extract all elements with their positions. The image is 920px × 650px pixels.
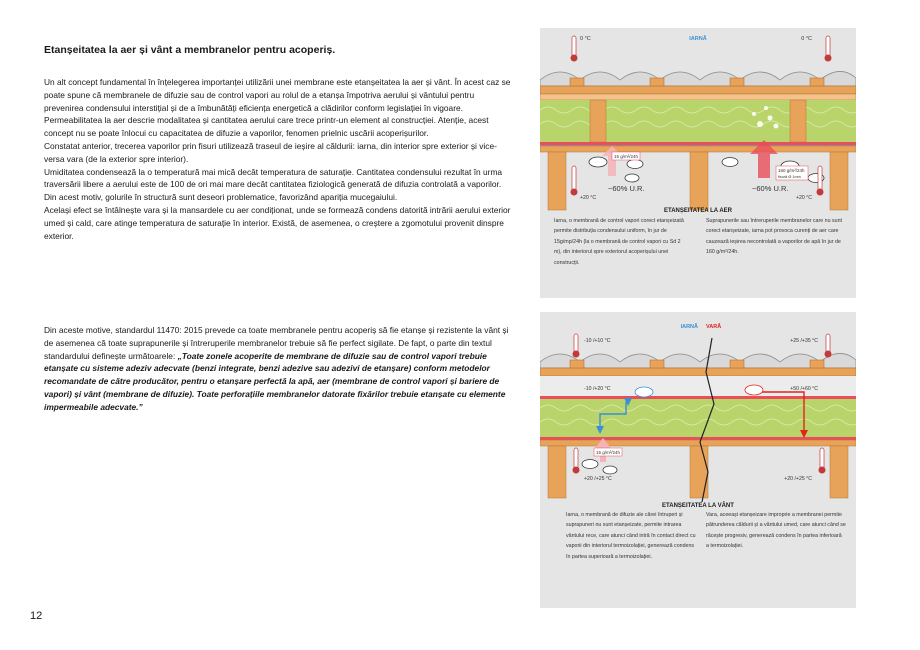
temp-left-bottom: +20 °C — [580, 195, 597, 201]
season-winter: IARNĂ — [680, 324, 698, 330]
flow-left: 15 g/m²/24h — [596, 450, 621, 455]
insulation-layer — [540, 100, 856, 142]
vapor-control-membrane — [540, 142, 856, 146]
roof-tiles — [540, 71, 856, 86]
temp-right-bottom: +20 °C — [795, 195, 812, 201]
flow-left: 15 g/m²/24h — [614, 154, 639, 159]
wind-tightness-figure — [540, 312, 856, 608]
standard-quote: „Toate zonele acoperite de membrane de difuzie sau de control vapori trebuie etanșate cu sisteme adeziv adecvate (benzi integrate, benzi adezive sau adezivi de etanșare) conform metodelor recomandate de către producător, pentru o etanșare perfectă la apă, aer (membrane de control vapori și bariere de vapori) și vânt (membrane de difuzie). Toate perforațiile membranelor datorate fixărilor trebuie etanșate cu elemente impermeabile adecvate.” — [44, 350, 506, 412]
temp-right-mid: +50 /+60 °C — [790, 386, 818, 392]
temp-right-top: +25 /+35 °C — [790, 338, 818, 344]
standard-intro: Din aceste motive, standardul 11470: 2015 prevede ca toate membranele pentru acoperiș să fie etanșe și rezistente la vânt și de asemenea că toate suprapunerile și întreruperile membranelor trebuie să fie perfect sigilate. De fapt, o parte din textul standardului definește următoarele: — [44, 325, 509, 361]
temp-left-top: 0 °C — [580, 36, 591, 42]
paragraph: Un alt concept fundamental în înțelegerea importanței utilizării unei membrane este etanșeitatea la aer și vânt. În acest caz se poate spune că membranele de difuzie sau de control vapori au rolul de a etanșa împotriva aerului și vântului pentru prevenirea condensului interstițial și de a îmbunătăți eficiența energetică a clădirilor conform legislației în vigoare. — [44, 77, 511, 113]
flow-right-note: fisură Ø 1mm — [778, 175, 801, 179]
vapor-membrane — [540, 437, 856, 440]
paragraph: Permeabilitatea la aer descrie modalitatea și cantitatea aerului care trece printr-un element al construcției. Atenție, acest concept nu se poate înlocui cu capacitatea de difuzie a vaporilor, fenomen prielnic uscării acoperișurilor. — [44, 115, 489, 139]
caption-left: Iarna, o membrană de control vapori corect etanșeizată permite distribuția condensului uniform, în jur de 15g/mp/24h (la o membrană de control vapori cu Sd 2 m), din interiorul spre exteriorul acoperișului unei construcții. — [554, 218, 684, 266]
temp-right-bottom: +20 /+25 °C — [784, 476, 812, 482]
roof-board — [540, 94, 856, 100]
caption-right: Vara, aceeași etanșeizare improprie a membranei permite pătrunderea căldurii și a vântului umed, care atunci când se răcește progresiv, generează condens în partea inferioară a termoizolației. — [706, 512, 846, 550]
flow-right: 160 g/m²/24h — [778, 168, 805, 173]
caption-left: Iarna, o membrană de difuzie ale cărei întruperi și suprapuneri nu sunt etanșeizate, permite intrarea vântului rece, care atunci când intră în contact direct cu vaporii din interiorul termoizolației, generează condens în partea superioară a termoizolației. — [566, 512, 696, 560]
humidity-left: ~60% U.R. — [608, 184, 645, 193]
text-block-standard — [44, 324, 512, 414]
temp-left-top: -10 /+10 °C — [584, 338, 611, 344]
air-tightness-figure — [540, 28, 856, 298]
insulation-layer — [540, 399, 856, 437]
diffusion-membrane — [540, 396, 856, 399]
temp-left-bottom: +20 /+25 °C — [584, 476, 612, 482]
wind-tightness-diagram — [540, 312, 856, 502]
temp-left-mid: -10 /+20 °C — [584, 386, 611, 392]
paragraph: Același efect se întâlnește vara și la mansardele cu aer condiționat, unde se formează condens datorită intrării aerului exterior umed și cald, care atinge temperatura de saturație în interior. Există, de asemenea, o creștere a zgomotului provenit dinspre exterior. — [44, 204, 511, 241]
paragraph: Din acest motiv, golurile în structură sunt deseori problematice, favorizând apariția mucegaiului. — [44, 192, 398, 203]
paragraph: Umiditatea condensează la o temperatură mai mică decât temperatura de saturație. Cantitatea condensului rezultat în urma traversării libere a aerului este de 100 de ori mai mare decât cantitatea fiziologică generată de difuzia controlată a vaporilor. — [44, 166, 503, 190]
page-number: 12 — [30, 610, 43, 622]
season-summer: VARĂ — [706, 324, 722, 330]
caption-right: Suprapunerile sau întreruperile membranelor care nu sunt corect etanșeizate, iarna pot provoca curenți de aer care cauzează ieșirea necontrolată a vaporilor de apă în jur de 160 g/m²/24h. — [706, 218, 843, 256]
interior-posts — [548, 446, 848, 498]
temp-right-top: 0 °C — [801, 36, 812, 42]
paragraph: Constatat anterior, trecerea vaporilor prin fisuri utilizează traseul de ieșire al căldurii: iarna, din interior spre exterior și vice-versa vara (de la exterior spre interior). — [44, 140, 497, 164]
interior-board — [540, 440, 856, 446]
text-block-top — [44, 76, 512, 242]
air-tightness-diagram — [540, 28, 856, 233]
section-title: Etanșeitatea la aer și vânt a membranelor pentru acoperiș. — [44, 44, 336, 56]
caption-title: ETANȘEITATEA LA VÂNT — [662, 503, 734, 509]
season-label: IARNĂ — [689, 36, 707, 42]
caption-title: ETANȘEITATEA LA AER — [664, 208, 732, 214]
roof-tiles — [540, 353, 856, 368]
humidity-right: ~60% U.R. — [752, 184, 789, 193]
paragraph-standard — [44, 324, 512, 414]
interior-board — [540, 146, 856, 152]
